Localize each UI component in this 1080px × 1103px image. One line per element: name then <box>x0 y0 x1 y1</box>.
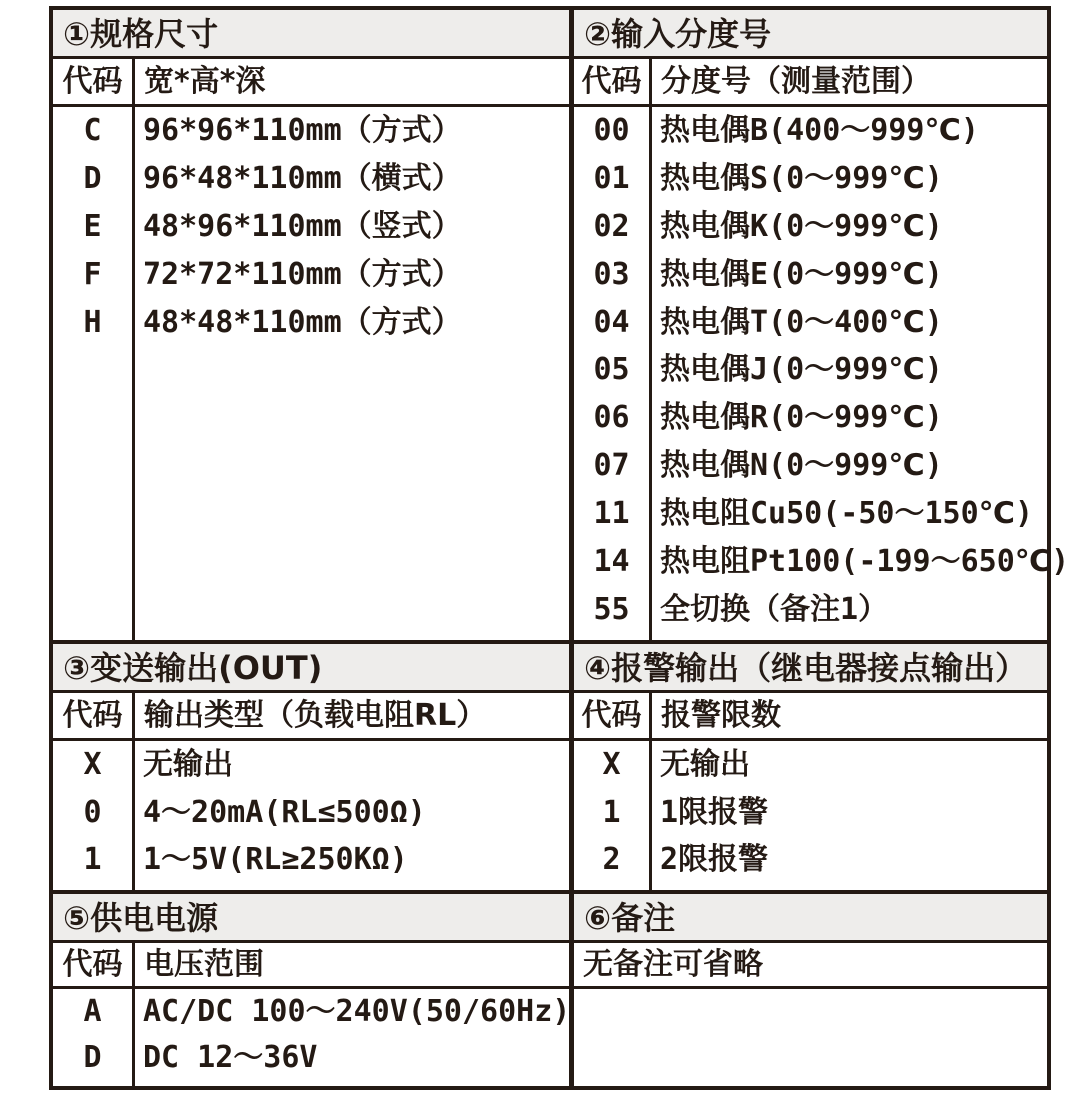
code-column <box>53 107 135 640</box>
value-cell: 2限报警 <box>660 842 769 878</box>
value-column <box>135 107 569 640</box>
value-cell: 无输出 <box>660 747 750 782</box>
section-alarm-output-title: ④报警输出（继电器接点输出） <box>574 644 1047 693</box>
value-column <box>135 989 569 1086</box>
value-cell: 1限报警 <box>660 794 769 830</box>
code-cell: 01 <box>593 160 630 196</box>
code-cell: 06 <box>593 400 630 436</box>
remarks-empty-cell <box>574 989 1047 1086</box>
section-transmit-output-rows <box>53 741 569 890</box>
code-cell: 07 <box>593 448 630 484</box>
code-cell: 05 <box>593 352 630 388</box>
code-cell: H <box>83 304 102 340</box>
value-cell: 热电偶E(0～999℃) <box>660 256 943 292</box>
remarks-note: 无备注可省略 <box>574 943 1047 989</box>
column-header-alarm-limits: 报警限数 <box>661 698 781 733</box>
column-header-code: 代码 <box>53 693 135 738</box>
band-middle <box>53 640 1047 890</box>
column-header-code: 代码 <box>574 693 652 738</box>
code-cell: 1 <box>83 842 102 878</box>
code-cell: D <box>83 1039 102 1075</box>
value-cell: 热电偶N(0～999℃) <box>660 448 943 484</box>
code-cell: 03 <box>593 256 630 292</box>
section-power-supply-title: ⑤供电电源 <box>53 894 569 943</box>
section-transmit-output <box>53 644 569 890</box>
value-cell: 1～5V(RL≥250KΩ) <box>143 842 408 878</box>
value-cell: 热电偶B(400～999℃) <box>660 113 979 148</box>
code-cell: 0 <box>83 794 102 830</box>
section-alarm-output-subheader <box>574 693 1047 741</box>
value-column <box>652 107 1070 640</box>
section-power-supply-subheader <box>53 943 569 989</box>
value-cell: 无输出 <box>143 747 233 782</box>
code-cell: 02 <box>593 208 630 244</box>
column-header-range: 分度号（测量范围） <box>661 64 931 99</box>
code-cell: 00 <box>593 113 630 148</box>
section-dimensions-subheader <box>53 59 569 107</box>
section-dimensions-title: ①规格尺寸 <box>53 10 569 59</box>
column-header-output-type: 输出类型（负载电阻RL） <box>144 698 487 733</box>
value-cell: 热电偶S(0～999℃) <box>660 160 943 196</box>
value-column <box>652 741 1047 890</box>
section-input-type-rows <box>574 107 1070 640</box>
code-cell: X <box>602 747 621 782</box>
code-cell: D <box>83 160 102 196</box>
value-cell: AC/DC 100～240V(50/60Hz) <box>143 994 571 1029</box>
code-cell: 11 <box>593 496 630 532</box>
code-cell: E <box>83 208 102 244</box>
column-header-dimensions: 宽*高*深 <box>144 64 266 99</box>
code-column <box>53 741 135 890</box>
code-cell: 2 <box>602 842 621 878</box>
code-cell: 14 <box>593 544 630 580</box>
value-column <box>135 741 569 890</box>
value-cell: 全切换（备注1） <box>660 591 889 627</box>
value-cell: 96*96*110mm（方式） <box>143 113 462 148</box>
column-header-code: 代码 <box>574 59 652 104</box>
section-input-type-title: ②输入分度号 <box>574 10 1047 59</box>
code-column <box>53 989 135 1086</box>
code-cell: 1 <box>602 794 621 830</box>
code-cell: A <box>83 994 102 1029</box>
value-cell: 4～20mA(RL≤500Ω) <box>143 794 426 830</box>
section-input-type-subheader <box>574 59 1047 107</box>
code-cell: F <box>83 256 102 292</box>
value-cell: 48*96*110mm（竖式） <box>143 208 462 244</box>
value-cell: 热电阻Cu50(-50～150℃) <box>660 496 1034 532</box>
band-top <box>53 10 1070 640</box>
value-cell: 热电偶R(0～999℃) <box>660 400 943 436</box>
section-input-type <box>569 10 1070 640</box>
value-cell: DC 12～36V <box>143 1039 318 1075</box>
code-column <box>574 741 652 890</box>
column-header-voltage-range: 电压范围 <box>144 947 264 982</box>
section-remarks-title: ⑥备注 <box>574 894 1047 943</box>
code-column <box>574 107 652 640</box>
value-cell: 热电阻Pt100(-199～650℃) <box>660 544 1070 580</box>
ordering-code-table <box>49 6 1070 1090</box>
section-remarks <box>569 894 1047 1086</box>
value-cell: 48*48*110mm（方式） <box>143 304 462 340</box>
band-bottom <box>53 890 1047 1086</box>
code-cell: 55 <box>593 591 630 627</box>
section-power-supply <box>53 894 569 1086</box>
value-cell: 热电偶J(0～999℃) <box>660 352 943 388</box>
value-cell: 热电偶T(0～400℃) <box>660 304 943 340</box>
code-cell: 04 <box>593 304 630 340</box>
section-dimensions <box>53 10 569 640</box>
value-cell: 96*48*110mm（横式） <box>143 160 462 196</box>
section-transmit-output-title: ③变送输出(OUT) <box>53 644 569 693</box>
section-alarm-output <box>569 644 1047 890</box>
value-cell: 72*72*110mm（方式） <box>143 256 462 292</box>
column-header-code: 代码 <box>53 943 135 986</box>
value-cell: 热电偶K(0～999℃) <box>660 208 943 244</box>
section-transmit-output-subheader <box>53 693 569 741</box>
code-cell: X <box>83 747 102 782</box>
section-alarm-output-rows <box>574 741 1047 890</box>
column-header-code: 代码 <box>53 59 135 104</box>
section-power-supply-rows <box>53 989 569 1086</box>
code-cell: C <box>83 113 102 148</box>
section-dimensions-rows <box>53 107 569 640</box>
